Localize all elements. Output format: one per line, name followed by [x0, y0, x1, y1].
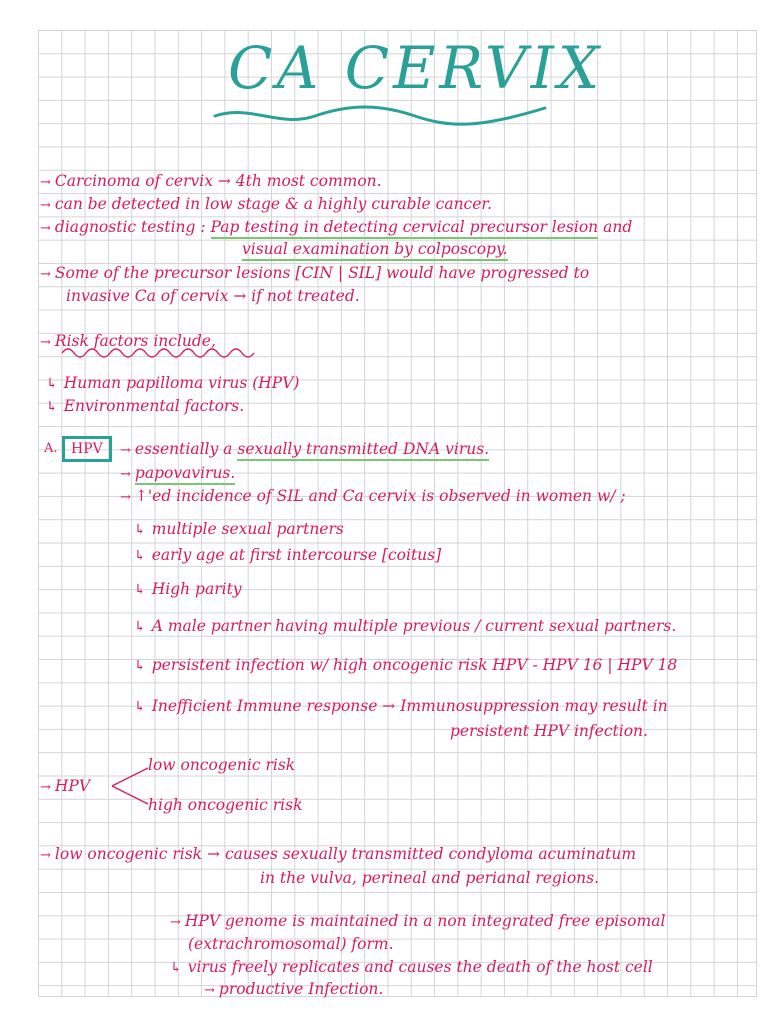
genome-line-3: ↳ virus freely replicates and causes the death of the host cell [170, 958, 653, 976]
note-line-4 [242, 240, 508, 258]
hook-arrow-icon: ↳ [170, 960, 182, 976]
highlighted-text: sexually transmitted DNA virus. [237, 440, 489, 461]
genome-line-2: (extrachromosomal) form. [188, 935, 394, 953]
sub-item-1: ↳ multiple sexual partners [134, 520, 344, 538]
arrow-right-icon: → [120, 467, 131, 482]
arrow-right-icon: → [40, 267, 51, 282]
section-label-a: A. [44, 441, 58, 456]
low-risk-line-1: → low oncogenic risk → causes sexually transmitted condyloma acuminatum [40, 845, 637, 863]
hpv-line-3: → ↑'ed incidence of SIL and Ca cervix is observed in women w/ ; [120, 487, 626, 505]
hook-arrow-icon: ↳ [134, 699, 146, 715]
sub-item-5: ↳ persistent infection w/ high oncogenic risk HPV - HPV 16 | HPV 18 [134, 656, 678, 674]
highlighted-text: Pap testing in detecting cervical precursor lesion [211, 218, 599, 239]
note-line-1: → Carcinoma of cervix → 4th most common. [40, 172, 382, 190]
highlighted-text: visual examination by colposcopy. [242, 240, 508, 261]
page-title: CA CERVIX [228, 34, 604, 102]
arrow-right-icon: → [40, 848, 51, 863]
arrow-right-icon: → [40, 175, 51, 190]
risk-item-1: ↳ Human papilloma virus (HPV) [46, 374, 300, 392]
hook-arrow-icon: ↳ [46, 376, 58, 392]
note-line-5: → Some of the precursor lesions [CIN | SIL] would have progressed to [40, 264, 590, 282]
risk-item-2: ↳ Environmental factors. [46, 397, 245, 415]
hook-arrow-icon: ↳ [134, 658, 146, 674]
hook-arrow-icon: ↳ [46, 399, 58, 415]
arrow-right-icon: → [40, 221, 51, 236]
hpv-line-1: → essentially a sexually transmitted DNA virus. [120, 440, 489, 458]
arrow-right-icon: → [40, 198, 51, 213]
arrow-right-icon: → [120, 443, 131, 458]
hook-arrow-icon: ↳ [134, 619, 146, 635]
sub-item-6: ↳ Inefficient Immune response → Immunosuppression may result in [134, 697, 668, 715]
genome-line-4: → productive Infection. [204, 980, 384, 998]
sub-item-6-cont: persistent HPV infection. [450, 722, 648, 740]
sub-item-2: ↳ early age at first intercourse [coitus] [134, 546, 442, 564]
risk-heading: → Risk factors include, [40, 332, 216, 350]
title-underline-wave [210, 104, 550, 128]
hook-arrow-icon: ↳ [134, 522, 146, 538]
genome-line-1: → HPV genome is maintained in a non integrated free episomal [170, 912, 666, 930]
branch-low: low oncogenic risk [148, 756, 296, 774]
sub-item-3: ↳ High parity [134, 580, 242, 598]
branch-root: → HPV [40, 777, 91, 795]
squiggle-underline [60, 345, 260, 359]
note-line-6: invasive Ca of cervix → if not treated. [66, 287, 360, 305]
arrow-right-icon: → [120, 490, 131, 505]
arrow-right-icon: → [170, 915, 181, 930]
hpv-box: HPV [62, 436, 112, 462]
arrow-right-icon: → [40, 335, 51, 350]
hpv-line-2: → papovavirus. [120, 464, 235, 482]
hook-arrow-icon: ↳ [134, 548, 146, 564]
note-line-3: → diagnostic testing : Pap testing in detecting cervical precursor lesion and [40, 218, 632, 236]
arrow-right-icon: → [204, 983, 215, 998]
low-risk-line-2: in the vulva, perineal and perianal regions. [260, 869, 600, 887]
note-line-2: → can be detected in low stage & a highly curable cancer. [40, 195, 493, 213]
sub-item-4: ↳ A male partner having multiple previous / current sexual partners. [134, 617, 677, 635]
branch-high: high oncogenic risk [148, 796, 303, 814]
hook-arrow-icon: ↳ [134, 582, 146, 598]
arrow-right-icon: → [40, 780, 51, 795]
